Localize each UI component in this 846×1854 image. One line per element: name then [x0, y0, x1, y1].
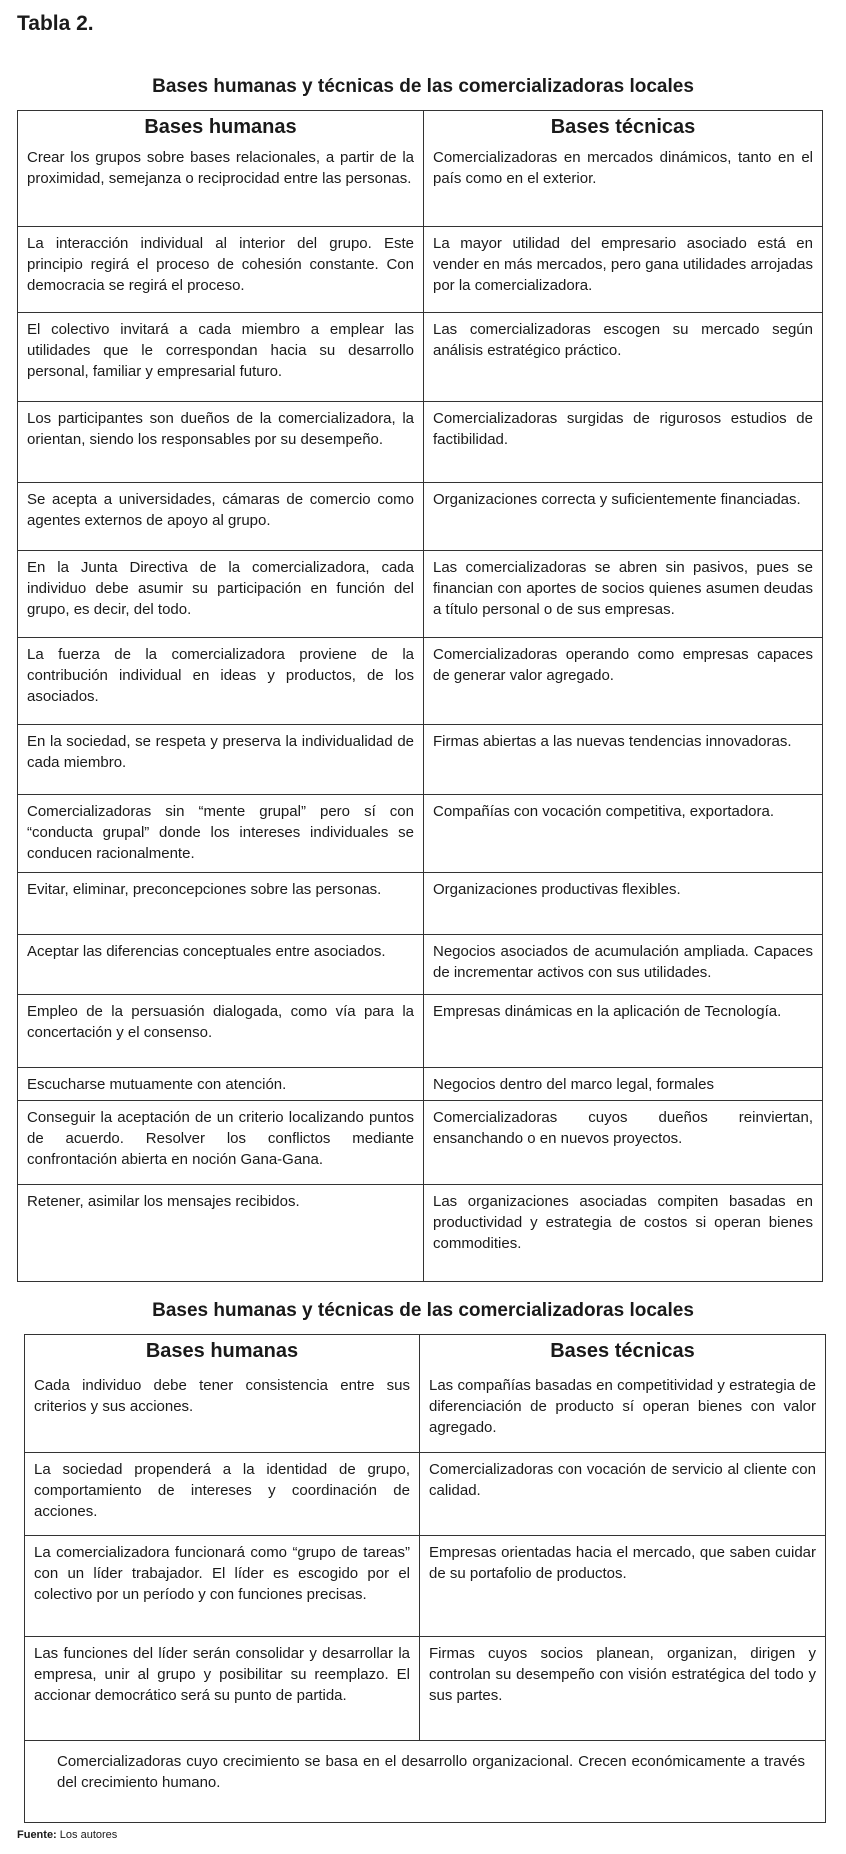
cell-bases-humanas: Cada individuo debe tener consistencia entre sus criterios y sus acciones.	[25, 1369, 420, 1453]
source-text: Los autores	[56, 1829, 118, 1841]
cell-bases-humanas: Escucharse mutuamente con atención.	[18, 1068, 424, 1101]
table-1-title: Bases humanas y técnicas de las comercializadoras locales	[152, 76, 694, 97]
table-row	[18, 995, 823, 1068]
table-row	[25, 1536, 826, 1637]
cell-bases-tecnicas: Las comercializadoras escogen su mercado según análisis estratégico práctico.	[424, 313, 823, 402]
table-label: Tabla 2.	[17, 12, 94, 35]
cell-bases-humanas: Comercializadoras sin “mente grupal” pero sí con “conducta grupal” donde los intereses individuales se conducen racionalmente.	[18, 795, 424, 873]
cell-bases-tecnicas: Negocios dentro del marco legal, formales	[424, 1068, 823, 1101]
table-row	[25, 1369, 826, 1453]
cell-bases-tecnicas: Organizaciones correcta y suficientemente financiadas.	[424, 483, 823, 551]
cell-bases-humanas: La sociedad propenderá a la identidad de grupo, comportamiento de intereses y coordinación de acciones.	[25, 1453, 420, 1536]
table-row	[18, 551, 823, 638]
table-1	[17, 110, 823, 1282]
table-row	[18, 227, 823, 313]
cell-bases-tecnicas: Firmas cuyos socios planean, organizan, dirigen y controlan su desempeño con visión estratégica del todo y sus partes.	[420, 1637, 826, 1741]
cell-bases-tecnicas: Comercializadoras en mercados dinámicos, tanto en el país como en el exterior.	[424, 141, 823, 227]
header-bases-tecnicas: Bases técnicas	[420, 1335, 826, 1369]
table-row	[18, 1185, 823, 1282]
cell-bases-humanas: Evitar, eliminar, preconcepciones sobre las personas.	[18, 873, 424, 935]
cell-bases-humanas: Empleo de la persuasión dialogada, como vía para la concertación y el consenso.	[18, 995, 424, 1068]
cell-bases-humanas: Se acepta a universidades, cámaras de comercio como agentes externos de apoyo al grupo.	[18, 483, 424, 551]
header-bases-humanas: Bases humanas	[18, 111, 424, 141]
cell-bases-humanas: Conseguir la aceptación de un criterio localizando puntos de acuerdo. Resolver los conflictos mediante confrontación abierta en noción Gana-Gana.	[18, 1101, 424, 1185]
table-row	[25, 1637, 826, 1741]
cell-bases-tecnicas: Empresas dinámicas en la aplicación de Tecnología.	[424, 995, 823, 1068]
cell-bases-tecnicas: Comercializadoras cuyos dueños reinviertan, ensanchando o en nuevos proyectos.	[424, 1101, 823, 1185]
cell-bases-humanas: La comercializadora funcionará como “grupo de tareas” con un líder trabajador. El líder es escogido por el colectivo por un período y con funciones precisas.	[25, 1536, 420, 1637]
cell-bases-tecnicas: Las organizaciones asociadas compiten basadas en productividad y estrategia de costos si operan bienes commodities.	[424, 1185, 823, 1282]
table-row	[18, 638, 823, 725]
table-row	[18, 795, 823, 873]
cell-bases-humanas: En la Junta Directiva de la comercializadora, cada individuo debe asumir su participación en función del grupo, es decir, del todo.	[18, 551, 424, 638]
source-label: Fuente:	[17, 1829, 57, 1841]
cell-bases-humanas: Aceptar las diferencias conceptuales entre asociados.	[18, 935, 424, 995]
merged-row-cell: Comercializadoras cuyo crecimiento se basa en el desarrollo organizacional. Crecen económicamente a través del crecimiento humano.	[25, 1741, 826, 1823]
table-2-title: Bases humanas y técnicas de las comercializadoras locales	[152, 1300, 694, 1321]
cell-bases-humanas: El colectivo invitará a cada miembro a emplear las utilidades que le correspondan hacia su desarrollo personal, familiar y empresarial futuro.	[18, 313, 424, 402]
cell-bases-humanas: En la sociedad, se respeta y preserva la individualidad de cada miembro.	[18, 725, 424, 795]
source-note	[17, 1829, 117, 1841]
table-row	[18, 1101, 823, 1185]
table-row	[18, 313, 823, 402]
cell-bases-humanas: Crear los grupos sobre bases relacionales, a partir de la proximidad, semejanza o reciprocidad entre las personas.	[18, 141, 424, 227]
table-row	[18, 1068, 823, 1101]
cell-bases-tecnicas: Comercializadoras operando como empresas capaces de generar valor agregado.	[424, 638, 823, 725]
table-2	[24, 1334, 826, 1823]
cell-bases-tecnicas: Las compañías basadas en competitividad y estrategia de diferenciación de producto sí operan bienes con valor agregado.	[420, 1369, 826, 1453]
table-row	[25, 1453, 826, 1536]
table-row	[18, 402, 823, 483]
cell-bases-humanas: Los participantes son dueños de la comercializadora, la orientan, siendo los responsables por su desempeño.	[18, 402, 424, 483]
cell-bases-humanas: Las funciones del líder serán consolidar y desarrollar la empresa, unir al grupo y posibilitar su reemplazo. El accionar democrático será su punto de partida.	[25, 1637, 420, 1741]
cell-bases-humanas: Retener, asimilar los mensajes recibidos.	[18, 1185, 424, 1282]
cell-bases-tecnicas: Empresas orientadas hacia el mercado, que saben cuidar de su portafolio de productos.	[420, 1536, 826, 1637]
cell-bases-tecnicas: Firmas abiertas a las nuevas tendencias innovadoras.	[424, 725, 823, 795]
table-row	[18, 935, 823, 995]
cell-bases-tecnicas: Negocios asociados de acumulación ampliada. Capaces de incrementar activos con sus utilidades.	[424, 935, 823, 995]
cell-bases-humanas: La interacción individual al interior del grupo. Este principio regirá el proceso de cohesión constante. Con democracia se regirá el proceso.	[18, 227, 424, 313]
table-row	[18, 725, 823, 795]
table-row	[18, 873, 823, 935]
cell-bases-tecnicas: La mayor utilidad del empresario asociado está en vender en más mercados, pero gana utilidades arrojadas por la comercializadora.	[424, 227, 823, 313]
table-row	[18, 483, 823, 551]
header-bases-humanas: Bases humanas	[25, 1335, 420, 1369]
cell-bases-tecnicas: Las comercializadoras se abren sin pasivos, pues se financian con aportes de socios quienes asumen deudas a título personal o de sus empresas.	[424, 551, 823, 638]
cell-bases-tecnicas: Comercializadoras con vocación de servicio al cliente con calidad.	[420, 1453, 826, 1536]
table-row	[18, 141, 823, 227]
header-bases-tecnicas: Bases técnicas	[424, 111, 823, 141]
cell-bases-humanas: La fuerza de la comercializadora proviene de la contribución individual en ideas y productos, de los asociados.	[18, 638, 424, 725]
cell-bases-tecnicas: Organizaciones productivas flexibles.	[424, 873, 823, 935]
cell-bases-tecnicas: Compañías con vocación competitiva, exportadora.	[424, 795, 823, 873]
cell-bases-tecnicas: Comercializadoras surgidas de rigurosos estudios de factibilidad.	[424, 402, 823, 483]
